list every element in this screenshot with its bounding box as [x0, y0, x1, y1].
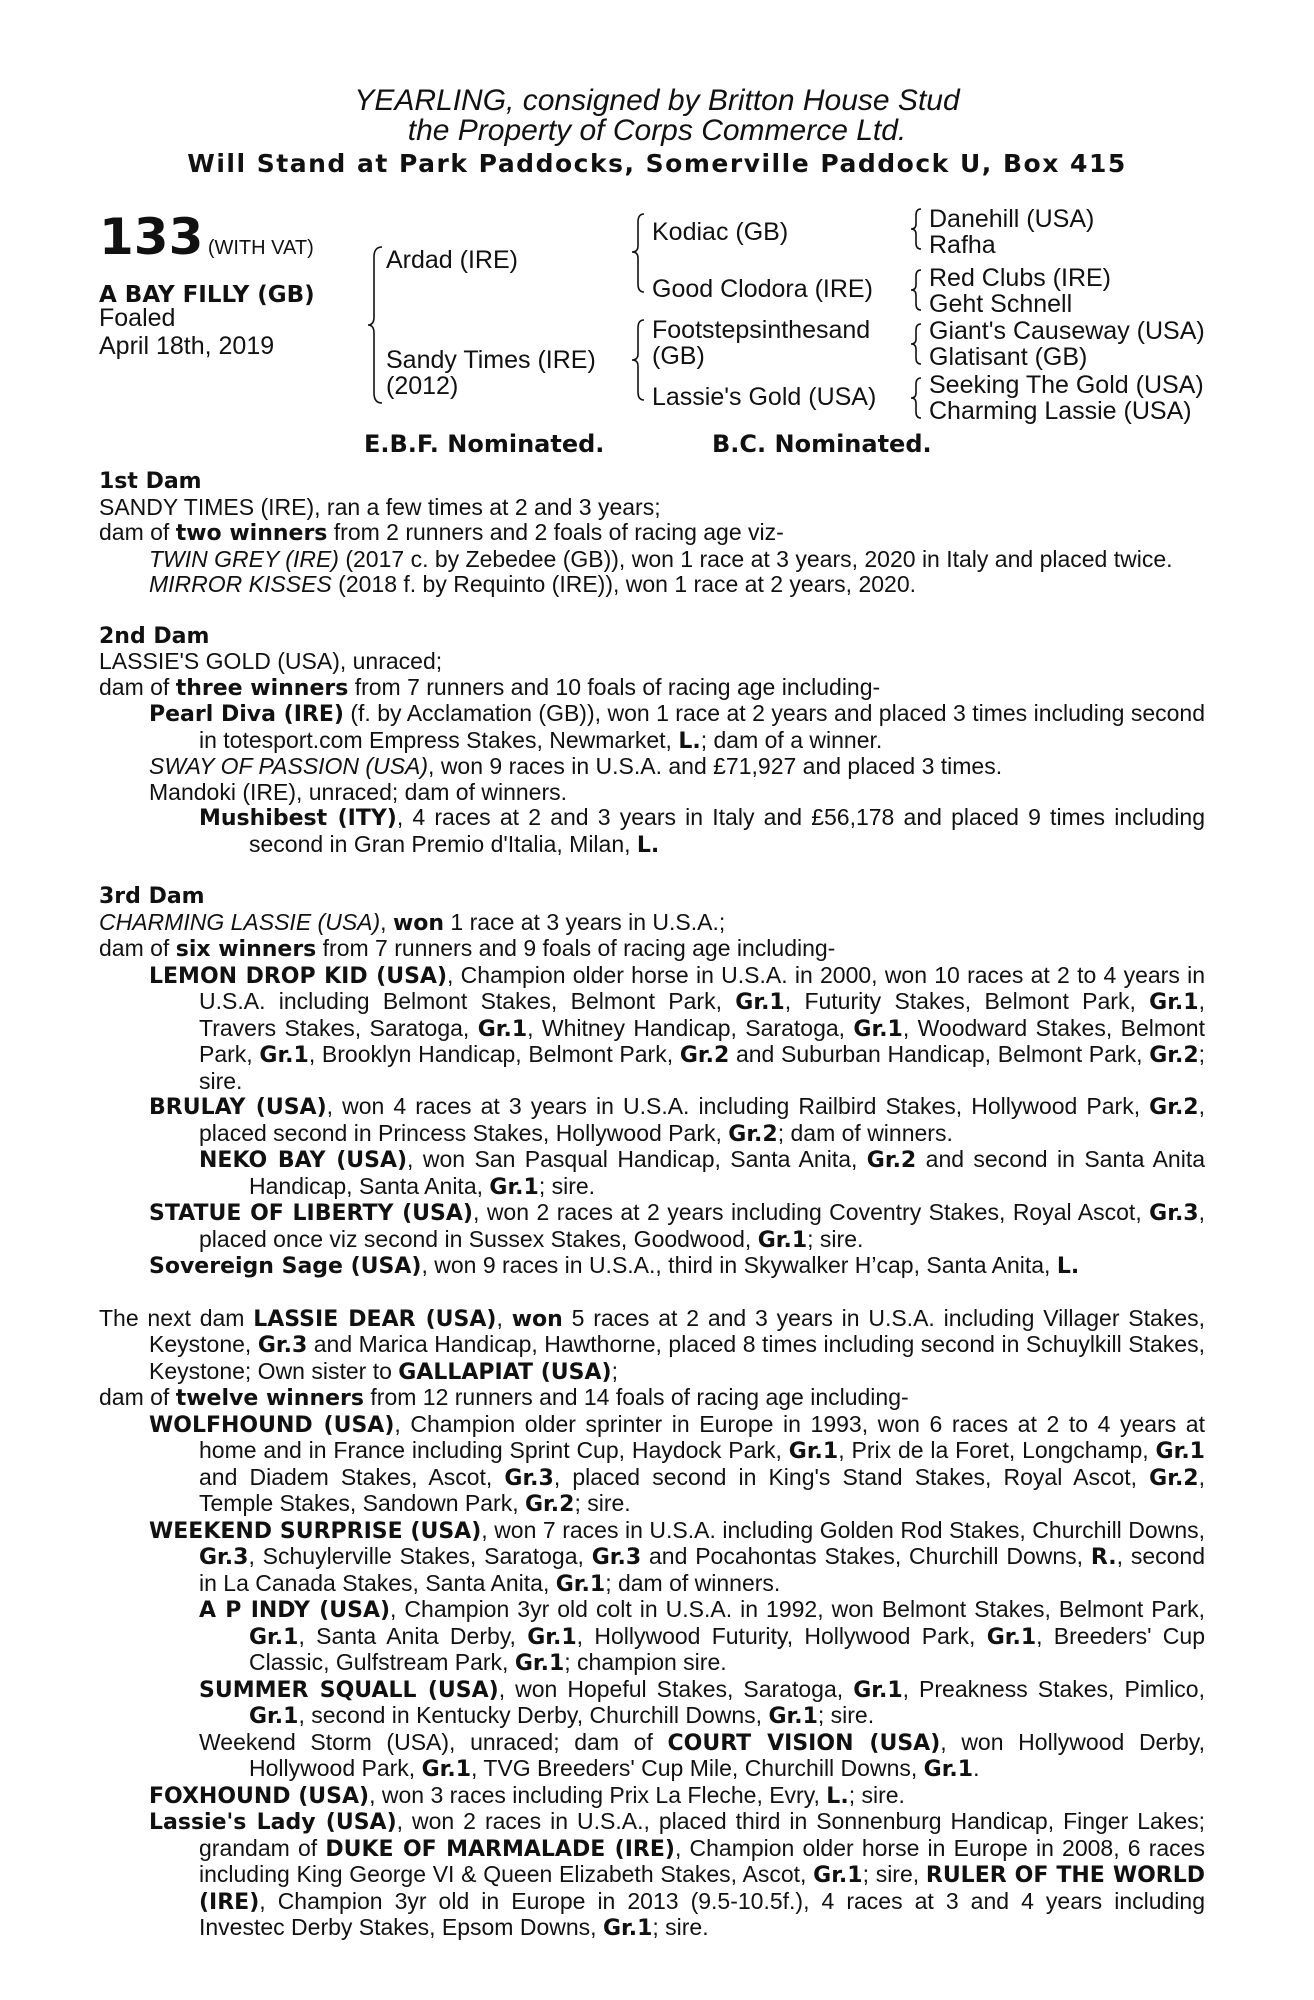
first-dam-produce-summary: dam of two winners from 2 runners and 2 foals of racing age viz-: [99, 519, 784, 546]
second-dam-produce-summary: dam of three winners from 7 runners and 10 foals of racing age including-: [99, 673, 881, 701]
ebf-nominated: E.B.F. Nominated.: [364, 430, 605, 458]
lot-number-block: [99, 208, 314, 266]
second-dam-heading: 2nd Dam: [99, 623, 210, 649]
pedigree-bracket-3d: [910, 376, 924, 422]
header-line-2: the Property of Corps Commerce Ltd.: [407, 114, 907, 147]
lot-number: 133: [99, 208, 204, 266]
produce-neko-bay: NEKO BAY (USA), won San Pasqual Handicap, Santa Anita, Gr.2 and second in Santa Anita Handicap, Santa Anita, Gr.1; sire.: [199, 1146, 1206, 1200]
produce-twin-grey: TWIN GREY (IRE) (2017 c. by Zebedee (GB)), won 1 race at 3 years, 2020 in Italy and placed twice.: [149, 545, 1173, 572]
pedigree-sdd: Geht Schnell: [929, 290, 1073, 318]
pedigree-ddd: Charming Lassie (USA): [929, 397, 1192, 425]
foaled-label: Foaled: [99, 304, 176, 332]
produce-mandoki: Mandoki (IRE), unraced; dam of winners.: [149, 778, 568, 805]
pedigree-bracket-3b: [910, 268, 924, 314]
second-dam-line: LASSIE'S GOLD (USA), unraced;: [99, 648, 443, 674]
pedigree-sire: Ardad (IRE): [386, 246, 518, 274]
catalogue-body: [99, 469, 1205, 1942]
pedigree-dam-sire-1: Footstepsinthesand: [652, 316, 871, 344]
pedigree-dam-year: (2012): [386, 372, 459, 400]
first-dam-line: SANDY TIMES (IRE), ran a few times at 2 and 3 years;: [99, 493, 661, 520]
produce-mushibest: Mushibest (ITY), 4 races at 2 and 3 years in Italy and £56,178 and placed 9 times including second in Gran Premio d'Italia, Milan, L.: [199, 804, 1205, 858]
produce-weekend-surprise: WEEKEND SURPRISE (USA), won 7 races in U.S.A. including Golden Rod Stakes, Churchill Downs, Gr.3, Schuylerville Stakes, Saratoga, Gr.3 and Pocahontas Stakes, Churchill Downs, R., second in La Canada Stakes, Santa Anita, Gr.1; dam of winners.: [149, 1516, 1205, 1597]
pedigree-sire-dam: Good Clodora (IRE): [652, 275, 873, 303]
first-dam-heading: 1st Dam: [99, 469, 202, 494]
produce-mirror-kisses: MIRROR KISSES (2018 f. by Requinto (IRE)), won 1 race at 2 years, 2020.: [149, 571, 917, 597]
produce-wolfhound: WOLFHOUND (USA), Champion older sprinter in Europe in 1993, won 6 races at 2 to 4 years at home and in France including Sprint Cup, Haydock Park, Gr.1, Prix de la Foret, Longchamp, Gr.1 and Diadem Stakes, Ascot, Gr.3, placed second in King's Stand Stakes, Royal Ascot, Gr.2, Temple Stakes, Sandown Park, Gr.2; sire.: [149, 1410, 1205, 1517]
header-line-1: YEARLING, consigned by Britton House Stud: [354, 84, 960, 117]
header-stand-location: Will Stand at Park Paddocks, Somerville Paddock U, Box 415: [187, 149, 1127, 178]
produce-brulay: BRULAY (USA), won 4 races at 3 years in U.S.A. including Railbird Stakes, Hollywood Park, Gr.2, placed second in Princess Stakes, Hollywood Park, Gr.2; dam of winners.: [149, 1093, 1205, 1147]
next-dam-line: The next dam LASSIE DEAR (USA), won 5 races at 2 and 3 years in U.S.A. including Villager Stakes, Keystone, Gr.3 and Marica Handicap, Hawthorne, placed 8 times including second in Schuylkill Stakes, Keystone; Own sister to GALLAPIAT (USA);: [99, 1304, 1205, 1385]
produce-pearl-diva: Pearl Diva (IRE) (f. by Acclamation (GB)), won 1 race at 2 years and placed 3 times including second in totesport.com Empress Stakes, Newmarket, L.; dam of a winner.: [149, 700, 1205, 754]
pedigree-dam-sire-2: (GB): [652, 342, 705, 370]
pedigree-bracket-3c: [910, 322, 924, 368]
pedigree-dam-name: Sandy Times (IRE): [386, 346, 596, 374]
produce-lassies-lady: Lassie's Lady (USA), won 2 races in U.S.A., placed third in Sonnenburg Handicap, Finger Lakes; grandam of DUKE OF MARMALADE (IRE), Champion older horse in Europe in 2008, 6 races including King George VI & Queen Elizabeth Stakes, Ascot, Gr.1; sire, RULER OF THE WORLD (IRE), Champion 3yr old in Europe in 2013 (9.5-10.5f.), 4 races at 3 and 4 years including Investec Derby Stakes, Epsom Downs, Gr.1; sire.: [149, 1808, 1206, 1941]
pedigree-dds: Seeking The Gold (USA): [929, 371, 1204, 399]
produce-a-p-indy: A P INDY (USA), Champion 3yr old colt in U.S.A. in 1992, won Belmont Stakes, Belmont Park, Gr.1, Santa Anita Derby, Gr.1, Hollywood Futurity, Hollywood Park, Gr.1, Breeders' Cup Classic, Gulfstream Park, Gr.1; champion sire.: [199, 1596, 1205, 1676]
bc-nominated: B.C. Nominated.: [712, 430, 932, 458]
third-dam-line: CHARMING LASSIE (USA), won 1 race at 3 years in U.S.A.;: [99, 908, 726, 936]
pedigree-sire-sire: Kodiac (GB): [652, 218, 789, 246]
produce-sovereign-sage: Sovereign Sage (USA), won 9 races in U.S.A., third in Skywalker H’cap, Santa Anita, L.: [149, 1252, 1080, 1279]
pedigree-sss: Danehill (USA): [929, 205, 1095, 233]
pedigree-bracket-2b: [632, 318, 652, 404]
vat-note: (WITH VAT): [207, 237, 314, 259]
pedigree-ssd: Rafha: [929, 231, 996, 259]
produce-statue-of-liberty: STATUE OF LIBERTY (USA), won 2 races at 2 years including Coventry Stakes, Royal Ascot, Gr.3, placed once viz second in Sussex Stakes, Goodwood, Gr.1; sire.: [149, 1199, 1205, 1253]
pedigree-dss: Giant's Causeway (USA): [929, 317, 1205, 345]
third-dam-heading: 3rd Dam: [99, 884, 205, 909]
pedigree-sds: Red Clubs (IRE): [929, 264, 1111, 292]
pedigree-dsd: Glatisant (GB): [929, 343, 1088, 371]
produce-lemon-drop-kid: LEMON DROP KID (USA), Champion older horse in U.S.A. in 2000, won 10 races at 2 to 4 years in U.S.A. including Belmont Stakes, Belmont Park, Gr.1, Futurity Stakes, Belmont Park, Gr.1, Travers Stakes, Saratoga, Gr.1, Whitney Handicap, Saratoga, Gr.1, Woodward Stakes, Belmont Park, Gr.1, Brooklyn Handicap, Belmont Park, Gr.2 and Suburban Handicap, Belmont Park, Gr.2; sire.: [149, 961, 1206, 1094]
foaled-date: April 18th, 2019: [99, 332, 275, 360]
produce-summer-squall: SUMMER SQUALL (USA), won Hopeful Stakes, Saratoga, Gr.1, Preakness Stakes, Pimlico, Gr.1, second in Kentucky Derby, Churchill Downs, Gr.1; sire.: [199, 1675, 1205, 1729]
produce-foxhound: FOXHOUND (USA), won 3 races including Prix La Fleche, Evry, L.; sire.: [149, 1781, 905, 1809]
produce-weekend-storm: Weekend Storm (USA), unraced; dam of COURT VISION (USA), won Hollywood Derby, Hollywood Park, Gr.1, TVG Breeders' Cup Mile, Churchill Downs, Gr.1.: [199, 1728, 1205, 1782]
next-dam-produce-summary: dam of twelve winners from 12 runners and 14 foals of racing age including-: [99, 1384, 909, 1411]
pedigree-bracket-1: [368, 245, 388, 405]
third-dam-produce-summary: dam of six winners from 7 runners and 9 foals of racing age including-: [99, 935, 836, 962]
pedigree-dam-dam: Lassie's Gold (USA): [652, 383, 877, 411]
pedigree-bracket-3a: [910, 207, 924, 253]
produce-sway-of-passion: SWAY OF PASSION (USA), won 9 races in U.S.A. and £71,927 and placed 3 times.: [149, 753, 1003, 779]
pedigree-bracket-2a: [632, 212, 652, 294]
lot-name: A BAY FILLY (GB): [99, 282, 315, 308]
